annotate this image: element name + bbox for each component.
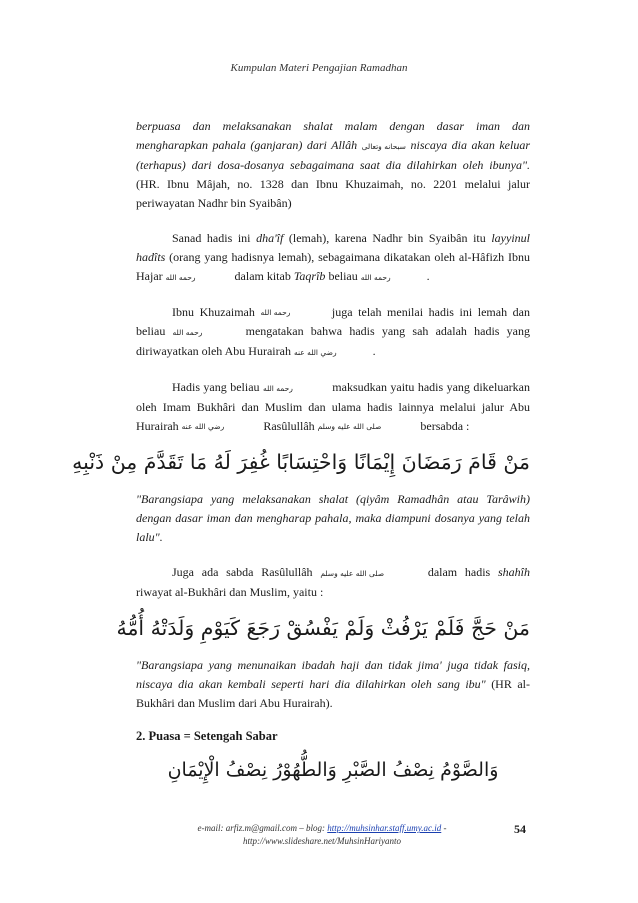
text: riwayat al-Bukhâri dan Muslim, yaitu : bbox=[136, 585, 324, 599]
paragraph-5 bbox=[136, 563, 530, 602]
arabic-honorific: رضي الله عنه bbox=[293, 347, 337, 357]
section-heading: 2. Puasa = Setengah Sabar bbox=[136, 729, 278, 743]
arabic-honorific: سبحانه وتعالى bbox=[361, 141, 406, 151]
paragraph-1 bbox=[136, 117, 530, 213]
text: dalam kitab bbox=[231, 268, 294, 283]
text: (orang yang hadisnya lemah), sebagaimana dikatakan oleh al-Hâfizh Ibnu Hajar bbox=[136, 249, 530, 283]
slideshare-link[interactable]: http://www.slideshare.net/MuhsinHariyanto bbox=[243, 836, 401, 846]
page-number: 54 bbox=[514, 822, 526, 836]
text: mengatakan bahwa hadis yang sah adalah hadis yang diriwayatkan oleh Abu Hurairah bbox=[136, 324, 530, 358]
term: dha'îf bbox=[256, 230, 284, 245]
arabic-honorific: رحمه الله bbox=[260, 308, 291, 318]
term: layyinul hadîts bbox=[136, 230, 530, 264]
hadith-translation-2 bbox=[136, 656, 530, 713]
hadith-arabic-1: مَنْ قَامَ رَمَضَانَ إِيْمَانًا وَاحْتِسَابًا غُفِرَ لَهُ مَا تَقَدَّمَ مِنْ ذَنْبِهِ bbox=[72, 450, 530, 475]
text: Ibnu Khuzaimah bbox=[172, 304, 261, 319]
text: juga telah menilai hadis ini lemah dan beliau bbox=[136, 304, 530, 339]
text: dalam hadis bbox=[420, 565, 498, 580]
footer-separator: - bbox=[441, 823, 447, 833]
text: Juga ada sabda Rasûlullâh bbox=[172, 565, 321, 580]
arabic-honorific: رحمه الله bbox=[172, 328, 203, 337]
citation-text: (HR al-Bukhâri dan Muslim dari Abu Hurairah). bbox=[136, 677, 530, 710]
hadith-translation-1: "Barangsiapa yang melaksanakan shalat (qiyâm Ramadhân atau Tarâwih) dengan dasar iman dan mengharap pahala, maka diampuni dosanya yang telah lalu". bbox=[136, 492, 530, 545]
hadith-arabic-2: مَنْ حَجَّ فَلَمْ يَرْفُثْ وَلَمْ يَفْسُقْ رَجَعَ كَيَوْمِ وَلَدَتْهُ أُمُّهُ bbox=[116, 616, 530, 640]
arabic-honorific: رحمه الله bbox=[262, 383, 293, 393]
text: . bbox=[426, 268, 430, 283]
arabic-honorific: رحمه الله bbox=[165, 272, 196, 282]
hadith-arabic-3: وَالصَّوْمُ نِصْفُ الصَّبْرِ وَالطُّهُوْرُ نِصْفُ الْإِيْمَانِ bbox=[167, 759, 499, 781]
arabic-honorific: رحمه الله bbox=[360, 272, 391, 282]
text: Sanad hadis ini bbox=[172, 230, 257, 245]
text: . bbox=[372, 344, 376, 358]
page-content bbox=[72, 117, 530, 798]
arabic-honorific: صلى الله عليه وسلم bbox=[320, 569, 385, 578]
translation-text: "Barangsiapa yang menunaikan ibadah haji dan tidak jima' juga tidak fasiq, niscaya dia akan kembali seperti hari dia dilahirkan oleh sang ibu" bbox=[136, 658, 530, 691]
quote-text: niscaya dia akan keluar (terhapus) dari dosa-dosanya sebagaimana saat dia dilahirkan oleh ibunya". bbox=[136, 138, 530, 172]
paragraph-2 bbox=[136, 229, 530, 287]
citation-text: (HR. Ibnu Mâjah, no. 1328 dan Ibnu Khuzaimah, no. 2201 melalui jalur periwayatan Nadhr bin Syaibân) bbox=[136, 176, 530, 210]
text: beliau bbox=[325, 268, 361, 283]
paragraph-4 bbox=[136, 378, 530, 437]
text: maksudkan yaitu hadis yang dikeluarkan oleh Imam Bukhâri dan Muslim dan ulama hadis lainnya melalui jalur Abu Hurairah bbox=[136, 379, 530, 433]
page-footer bbox=[172, 822, 472, 848]
term: shahîh bbox=[497, 565, 530, 580]
text: Hadis yang beliau bbox=[172, 379, 263, 394]
text: bersabda : bbox=[417, 418, 470, 433]
arabic-honorific: رضي الله عنه bbox=[181, 422, 225, 432]
page-header: Kumpulan Materi Pengajian Ramadhan bbox=[230, 62, 408, 74]
paragraph-3 bbox=[136, 303, 530, 362]
arabic-honorific: صلى الله عليه وسلم bbox=[317, 422, 382, 432]
quote-text: berpuasa dan melaksanakan shalat malam dengan dasar iman dan mengharapkan pahala (ganjaran) dari Allâh bbox=[136, 119, 530, 152]
book-title: Taqrîb bbox=[293, 268, 326, 283]
text: (lemah), karena Nadhr bin Syaibân itu bbox=[283, 230, 492, 245]
text: Rasûlullâh bbox=[260, 418, 318, 433]
blog-link[interactable]: http://muhsinhar.staff.umy.ac.id bbox=[327, 823, 442, 833]
footer-email: e-mail: arfiz.m@gmail.com – blog: bbox=[197, 823, 328, 833]
